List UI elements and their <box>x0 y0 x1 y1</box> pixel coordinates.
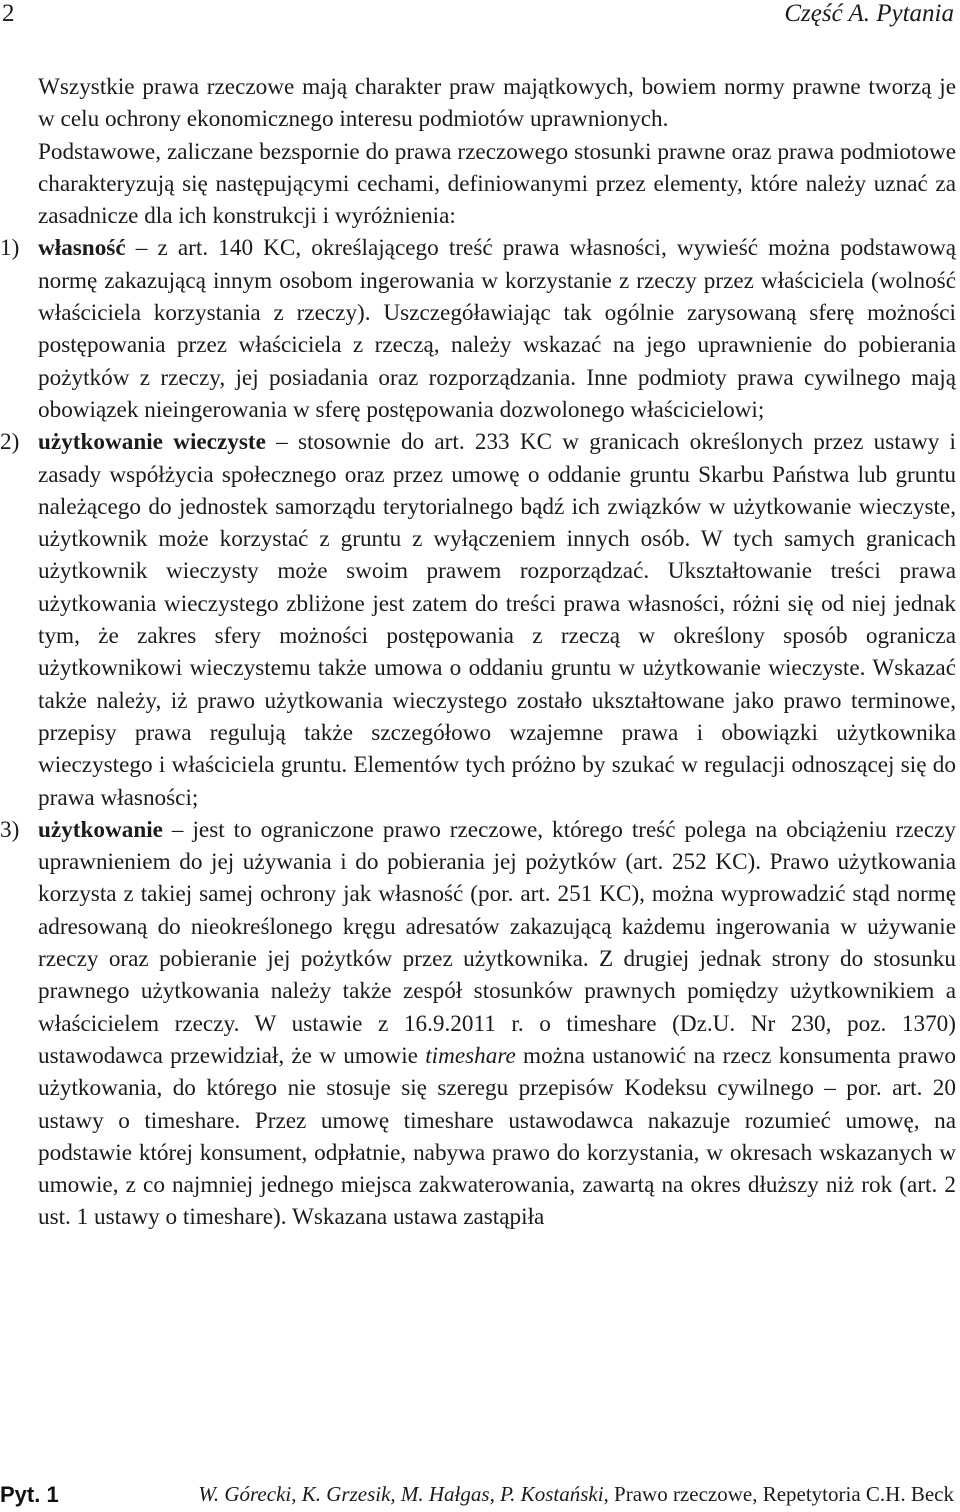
feature-list <box>0 232 956 1233</box>
list-marker: 3) <box>0 816 20 843</box>
item-text-continued: można ustanowić na rzecz konsumenta prawo użytkowania, do którego nie stosuje się szeregu przepisów Kodeksu cywilnego – por. art. 20 ustawy o timeshare. Przez umowę timeshare ustawodawca nakazuje rozumieć umowę, na podstawie której konsument, odpłatnie, nabywa prawo do korzystania, w okresach wskazanych w umowie, z co najmniej jednego miejsca zakwaterowania, zawartą na okres dłuższy niż rok (art. 2 ust. 1 ustawy o timeshare). Wskazana ustawa zastąpiła <box>38 1042 956 1231</box>
paragraph-intro: Wszystkie prawa rzeczowe mają charakter praw majątkowych, bowiem normy prawne tworzą je w celu ochrony ekonomicznego interesu podmiotów uprawnionych. <box>38 74 956 133</box>
term-usufruct: użytkowanie <box>38 816 163 843</box>
item-text: – z art. 140 KC, określającego treść prawa własności, wywieść można podstawową normę zakazującą innym osobom ingerowania w korzystanie z rzeczy przez właściciela (wolność właściciela korzystania z rzeczy). Uszczegóławiając tak ogólnie zarysowaną sferę możności postępowania przez właściciela z rzeczą, należy wskazać na jego uprawnienie do pobierania pożytków z rzeczy, jej posiadania oraz rozporządzania. Inne podmioty prawa cywilnego mają obowiązek nieingerowania w sferę postępowania dozwolonego właścicielowi; <box>38 235 956 423</box>
list-item-ownership <box>0 232 956 426</box>
section-label: Pyt. 1 <box>0 1482 59 1507</box>
page-footer <box>0 1478 960 1512</box>
term-ownership: własność <box>38 235 126 262</box>
page-header <box>0 0 960 34</box>
item-text: – jest to ograniczone prawo rzeczowe, którego treść polega na obciążeniu rzeczy uprawnieniem do jej używania i do pobierania jej pożytków (art. 252 KC). Prawo użytkowania korzysta z takiej samej ochrony jak własność (por. art. 251 KC), można wyprowadzić stąd normę adresowaną do nieokreślonego kręgu adresatów zakazującą każdemu ingerowania w używanie rzeczy oraz pobieranie jej pożytków przez użytkownika. Z drugiej jednak strony do stosunku prawnego użytkowania należy także zespół stosunków prawnych pomiędzy użytkownikiem a właścicielem rzeczy. W ustawie z 16.9.2011 r. o timeshare (Dz.U. Nr 230, poz. 1370) ustawodawca przewidział, że w umowie <box>38 816 956 1069</box>
item-text: – stosownie do art. 233 KC w granicach określonych przez ustawy i zasady współżycia społecznego oraz przez umowę o oddanie gruntu Skarbu Państwa lub gruntu należącego do jednostek samorządu terytorialnego bądź ich związków w użytkowanie wieczyste, użytkownik może korzystać z gruntu z wyłączeniem innych osób. W tych samych granicach użytkownik wieczysty może swoim prawem rozporządzać. Ukształtowanie treści prawa użytkowania wieczystego zbliżone jest zatem do treści prawa własności, różni się od niej jednak tym, że zakres sfery możności postępowania z rzeczą w określony sposób ogranicza użytkownikowi wieczystemu także umowa o oddaniu gruntu w użytkowanie wieczyste. Wskazać także należy, iż prawo użytkowania wieczystego zostało ukształtowane jako prawo terminowe, przepisy prawa regulują także szczegółowo wzajemne prawa i obowiązki użytkownika wieczystego i właściciela gruntu. Elementów tych próżno by szukać w regulacji odnoszącej się do prawa własności; <box>38 429 956 811</box>
page-number: 2 <box>2 0 15 27</box>
authors: W. Górecki, K. Grzesik, M. Hałgas, P. Kostański, <box>198 1482 609 1506</box>
list-item-usufruct <box>0 814 956 1234</box>
paragraph-features: Podstawowe, zaliczane bezspornie do prawa rzeczowego stosunki prawne oraz prawa podmiotowe charakteryzują się następującymi cechami, definiowanymi przez elementy, które należy uznać za zasadnicze dla ich konstrukcji i wyróżnienia: <box>38 138 956 230</box>
list-marker: 2) <box>0 429 20 456</box>
running-title: Część A. Pytania <box>784 0 954 27</box>
term-perpetual-usufruct: użytkowanie wieczyste <box>38 429 266 456</box>
list-marker: 1) <box>0 235 20 262</box>
item-emphasis: timeshare <box>425 1042 516 1069</box>
list-item-perpetual-usufruct <box>0 426 956 814</box>
book-credit <box>198 1482 954 1507</box>
book-title: Prawo rzeczowe, Repetytoria C.H. Beck <box>608 1482 954 1506</box>
body-text <box>0 71 956 1234</box>
